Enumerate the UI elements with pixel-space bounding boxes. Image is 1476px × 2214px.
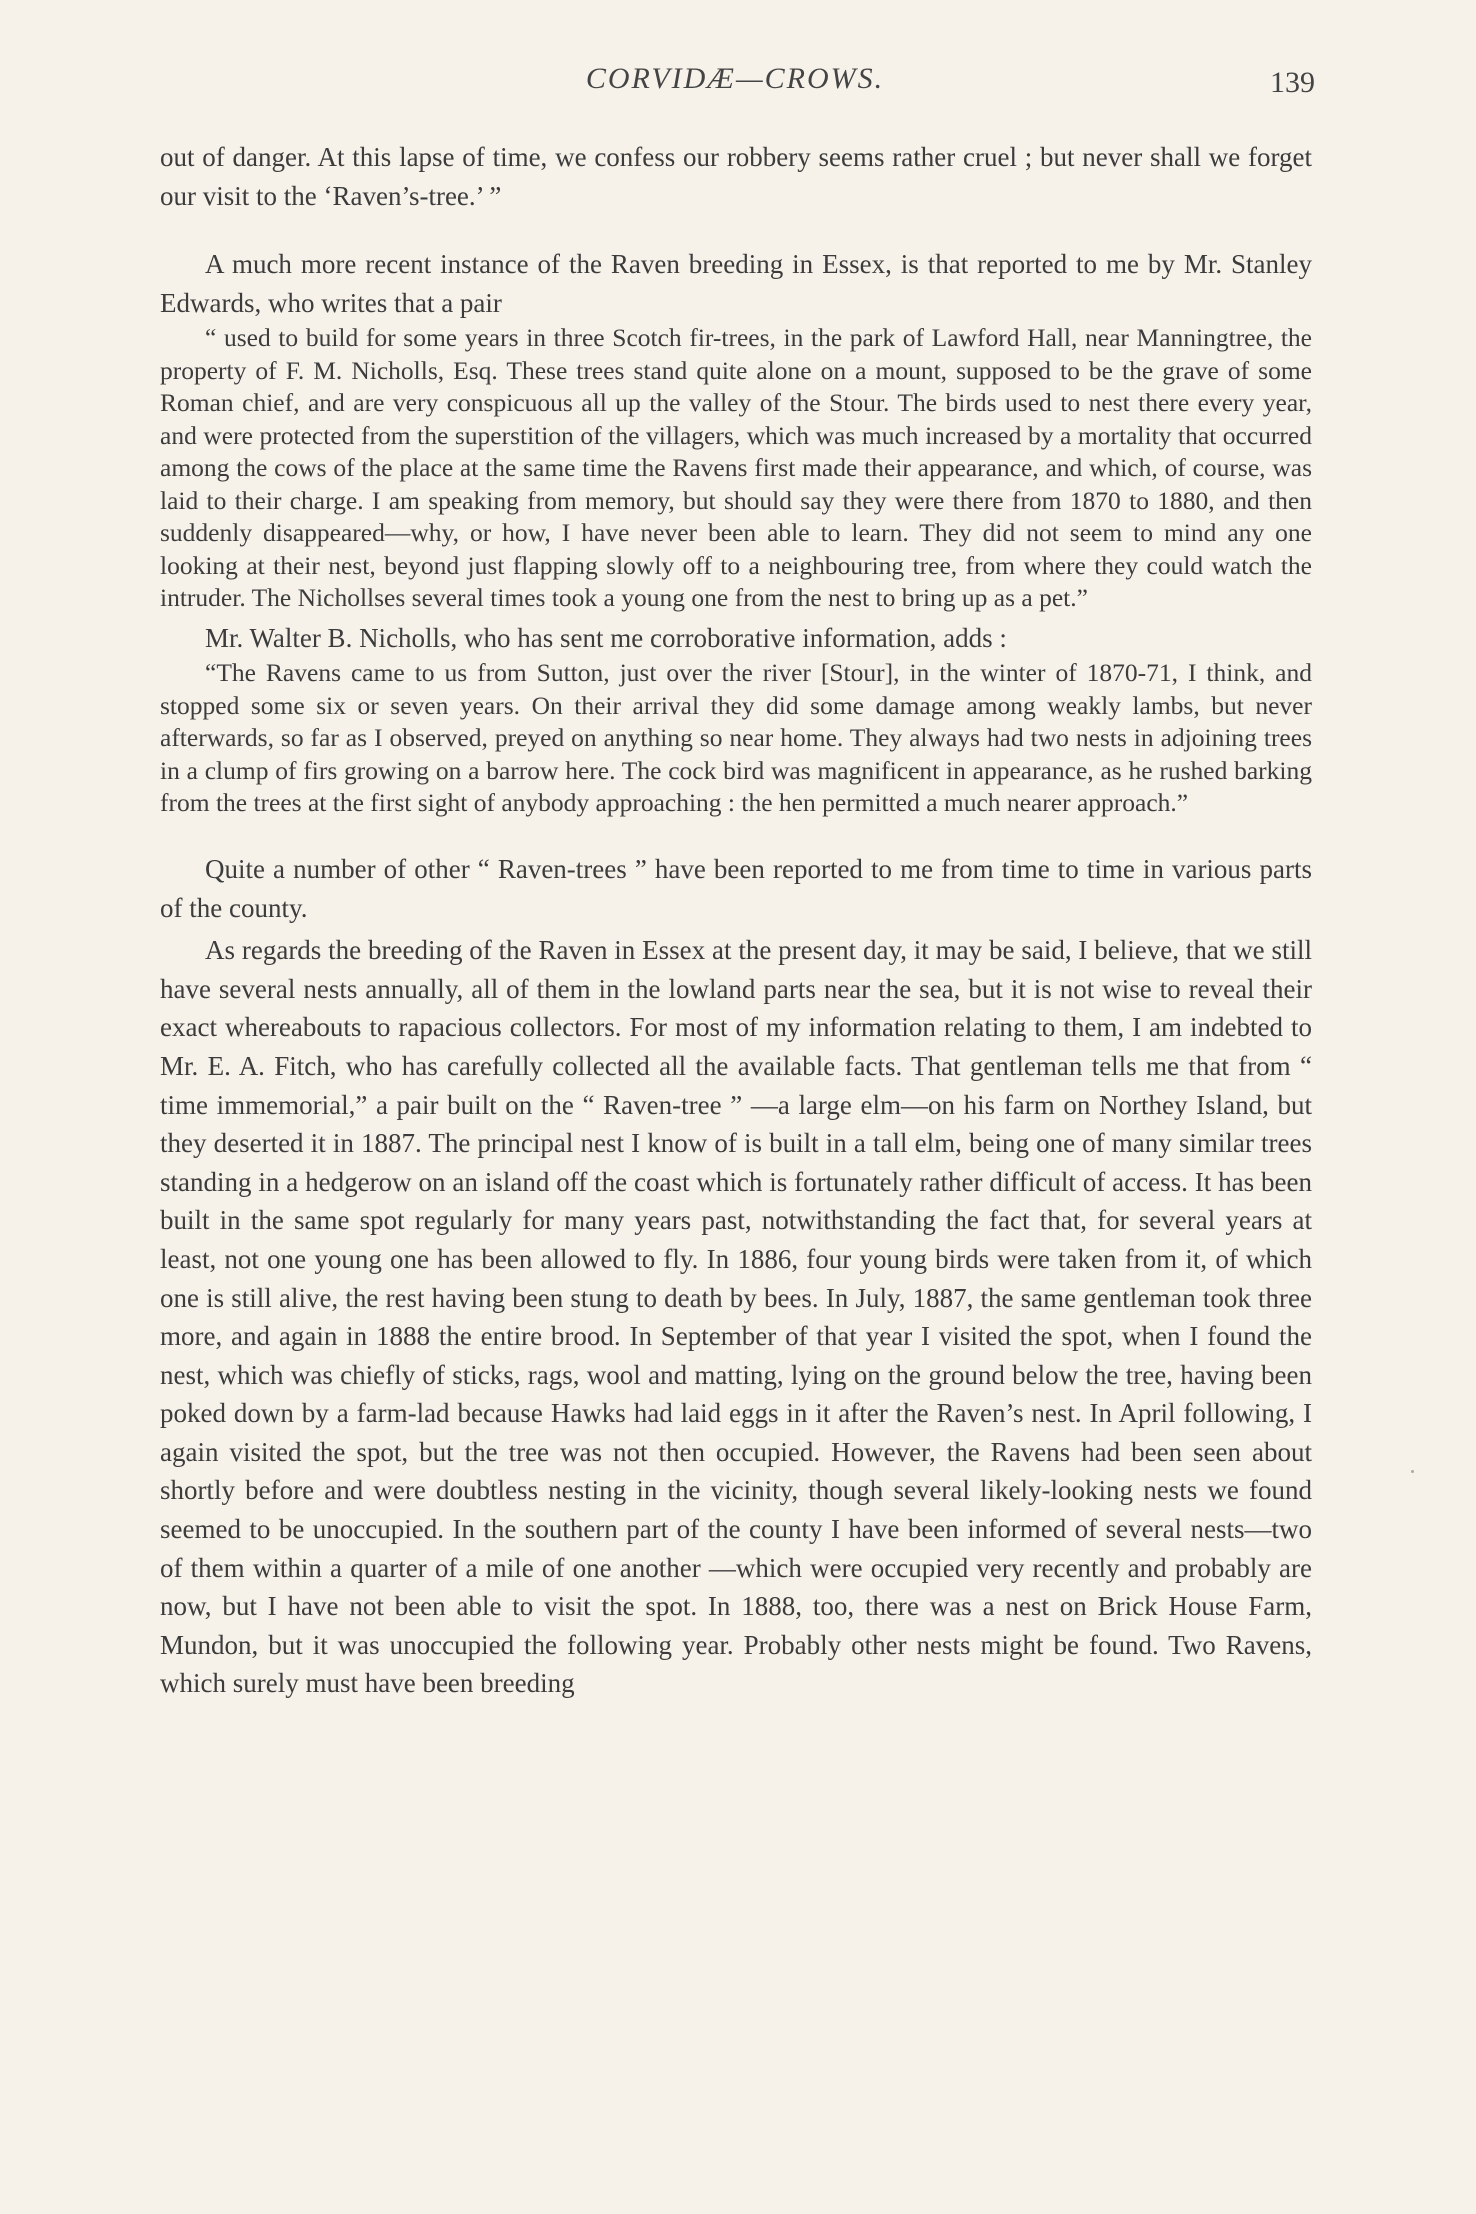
quote-walter-nicholls: “The Ravens came to us from Sutton, just over the river [Stour], in the winter of 1870-71, I think, and stopped some six or seven years. On their arrival they did some damage among weakly lambs, but never afterwards, so far as I observed, preyed on anything so near home. They always had two nests in adjoining trees in a clump of firs growing on a barrow here. The cock bird was magnificent in appearance, as he rushed barking from the trees at the first sight of anybody approaching : the hen permitted a much nearer approach.” bbox=[160, 658, 1312, 818]
paragraph-walter-nicholls: Mr. Walter B. Nicholls, who has sent me corroborative information, adds : bbox=[205, 622, 1007, 653]
paragraph-present-day-breeding: As regards the breeding of the Raven in Essex at the present day, it may be said, I believe, that we still have several nests annually, all of them in the lowland parts near the sea, but it is not wise to reveal their exact whereabouts to rapacious collectors. For most of my information relating to them, I am indebted to Mr. E. A. Fitch, who has carefully collected all the available facts. That gentleman tells me that from “ time immemorial,” a pair built on the “ Raven-tree ” —a large elm—on his farm on Northey Island, but they deserted it in 1887. The principal nest I know of is built in a tall elm, being one of many similar trees standing in a hedgerow on an island off the coast which is fortunately rather difficult of access. It has been built in the same spot regularly for many years past, notwithstanding the fact that, for several years at least, not one young one has been allowed to fly. In 1886, four young birds were taken from it, of which one is still alive, the rest having been stung to death by bees. In July, 1887, the same gentleman took three more, and again in 1888 the entire brood. In September of that year I visited the spot, when I found the nest, which was chiefly of sticks, rags, wool and matting, lying on the ground below the tree, having been poked down by a farm-lad because Hawks had laid eggs in it after the Raven’s nest. In April following, I again visited the spot, but the tree was not then occupied. However, the Ravens had been seen about shortly before and were doubtless nesting in the vicinity, though several likely-looking nests we found seemed to be unoccupied. In the southern part of the county I have been informed of several nests—two of them within a quarter of a mile of one another —which were occupied very recently and probably are now, but I have not been able to visit the spot. In 1888, too, there was a nest on Brick House Farm, Mundon, but it was unoccupied the following year. Probably other nests might be found. Two Ravens, which surely must have been breeding bbox=[160, 935, 1312, 1699]
page-number: 139 bbox=[1270, 66, 1315, 99]
body-text bbox=[160, 138, 1312, 1703]
paragraph-continuation: out of danger. At this lapse of time, we confess our robbery seems rather cruel ; but never shall we forget our visit to the ‘Raven’s-tree.’ ” bbox=[160, 142, 1312, 211]
quote-stanley-edwards: “ used to build for some years in three Scotch fir-trees, in the park of Lawford Hall, near Manningtree, the property of F. M. Nicholls, Esq. These trees stand quite alone on a mount, supposed to be the grave of some Roman chief, and are very conspicuous all up the valley of the Stour. The birds used to nest there every year, and were protected from the superstition of the villagers, which was much increased by a mortality that occurred among the cows of the place at the same time the Ravens first made their appearance, and which, of course, was laid to their charge. I am speaking from memory, but should say they were there from 1870 to 1880, and then suddenly disappeared—why, or how, I have never been able to learn. They did not seem to mind any one looking at their nest, beyond just flapping slowly off to a neighbouring tree, from where they could watch the intruder. The Nichollses several times took a young one from the nest to bring up as a pet.” bbox=[160, 323, 1312, 613]
paragraph-raven-breeding: A much more recent instance of the Raven breeding in Essex, is that reported to me by Mr. Stanley Edwards, who writes that a pair bbox=[160, 249, 1312, 318]
paragraph-raven-trees: Quite a number of other “ Raven-trees ” have been reported to me from time to time in various parts of the county. bbox=[160, 853, 1312, 923]
page-header bbox=[155, 62, 1315, 112]
running-title: CORVIDÆ—CROWS. bbox=[585, 62, 885, 95]
paper-speck bbox=[1411, 1470, 1414, 1473]
